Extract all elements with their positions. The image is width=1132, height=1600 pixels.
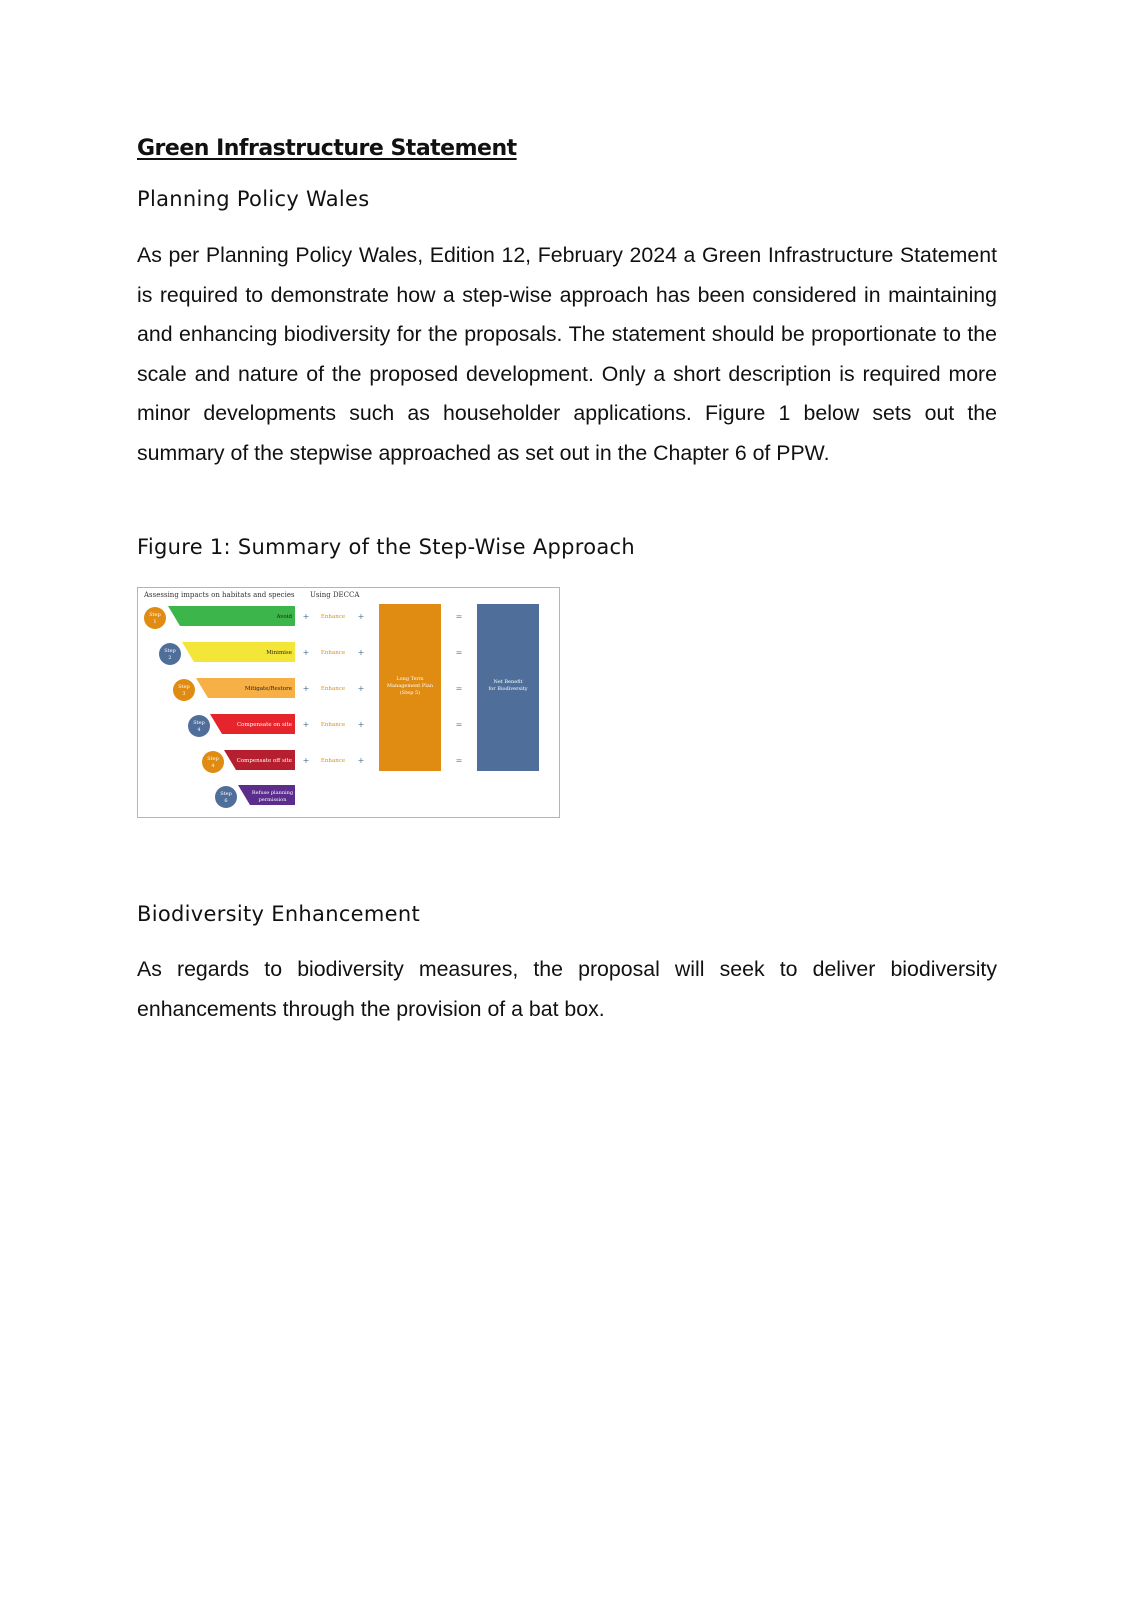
step-badge-word-2: Step <box>164 648 176 654</box>
equals-symbol: = <box>455 612 463 621</box>
net-benefit-line1: Net Benefit <box>493 679 523 685</box>
step-badge-word-4: Step <box>193 720 205 726</box>
step-badge-word-1: Step <box>149 612 161 618</box>
step-label-3: Mitigate/Restore <box>244 686 292 692</box>
step-wise-approach-figure <box>137 587 560 818</box>
enhance-label: Enhance <box>320 722 346 728</box>
plus-symbol: + <box>357 612 365 621</box>
enhance-label: Enhance <box>320 758 346 764</box>
step-badge-num-6: 6 <box>224 798 228 804</box>
step-badge-num-3: 3 <box>182 691 186 697</box>
plus-symbol: + <box>357 720 365 729</box>
step-label-1: Avoid <box>276 614 292 620</box>
step-badge-num-2: 2 <box>168 655 172 661</box>
planning-policy-paragraph: As per Planning Policy Wales, Edition 12, February 2024 a Green Infrastructure Statement is required to demonstrate how a step-wise approach has been considered in maintaining and enhancing biodiversity for the proposals. The statement should be proportionate to the scale and nature of the proposed development. Only a short description is required more minor developments such as householder applications. Figure 1 below sets out the summary of the stepwise approached as set out in the Chapter 6 of PPW. <box>137 243 997 465</box>
step-badge-num-1: 1 <box>153 619 157 625</box>
plus-symbol: + <box>302 648 310 657</box>
figure-header-right: Using DECCA <box>310 591 360 599</box>
step-label-6-line1: Refuse planning <box>251 790 294 796</box>
plus-symbol: + <box>357 684 365 693</box>
step-badge-word-6: Step <box>220 791 232 797</box>
equals-symbol: = <box>455 684 463 693</box>
plus-symbol: + <box>357 648 365 657</box>
step-badge-word-5: Step <box>207 756 219 762</box>
management-plan-line2: Management Plan <box>386 683 434 689</box>
step-badge-3 <box>173 679 195 701</box>
enhance-label: Enhance <box>320 686 346 692</box>
step-label-4: Compensate on site <box>236 722 292 728</box>
step-badge-word-3: Step <box>178 684 190 690</box>
figure-header-left: Assessing impacts on habitats and species <box>144 591 295 599</box>
section-heading-planning-policy: Planning Policy Wales <box>137 187 370 211</box>
step-label-5: Compensate off site <box>236 758 292 764</box>
step-wise-diagram <box>138 588 561 819</box>
step-label-6-line2: permission <box>258 797 287 803</box>
plus-symbol: + <box>302 612 310 621</box>
equals-symbol: = <box>455 720 463 729</box>
plus-symbol: + <box>302 720 310 729</box>
step-label-2: Minimise <box>266 650 292 656</box>
plus-symbol: + <box>357 756 365 765</box>
plus-symbol: + <box>302 684 310 693</box>
enhance-label: Enhance <box>320 614 346 620</box>
plus-symbol: + <box>302 756 310 765</box>
management-plan-line3: (Step 5) <box>399 690 421 696</box>
step-badge-1 <box>144 607 166 629</box>
equals-symbol: = <box>455 756 463 765</box>
equals-symbol: = <box>455 648 463 657</box>
section-heading-biodiversity: Biodiversity Enhancement <box>137 902 420 926</box>
step-badge-2 <box>159 643 181 665</box>
enhance-label: Enhance <box>320 650 346 656</box>
step-badge-4 <box>188 715 210 737</box>
step-badge-6 <box>215 786 237 808</box>
step-badge-5 <box>202 751 224 773</box>
biodiversity-paragraph: As regards to biodiversity measures, the proposal will seek to deliver biodiversity enhancements through the provision of a bat box. <box>137 957 997 1021</box>
management-plan-line1: Long Term <box>396 676 424 682</box>
step-badge-num-4: 4 <box>197 727 201 733</box>
document-title: Green Infrastructure Statement <box>137 136 517 161</box>
step-badge-num-5: 4 <box>211 763 215 769</box>
net-benefit-line2: for Biodiversity <box>488 686 528 692</box>
figure-caption: Figure 1: Summary of the Step-Wise Approach <box>137 535 636 559</box>
